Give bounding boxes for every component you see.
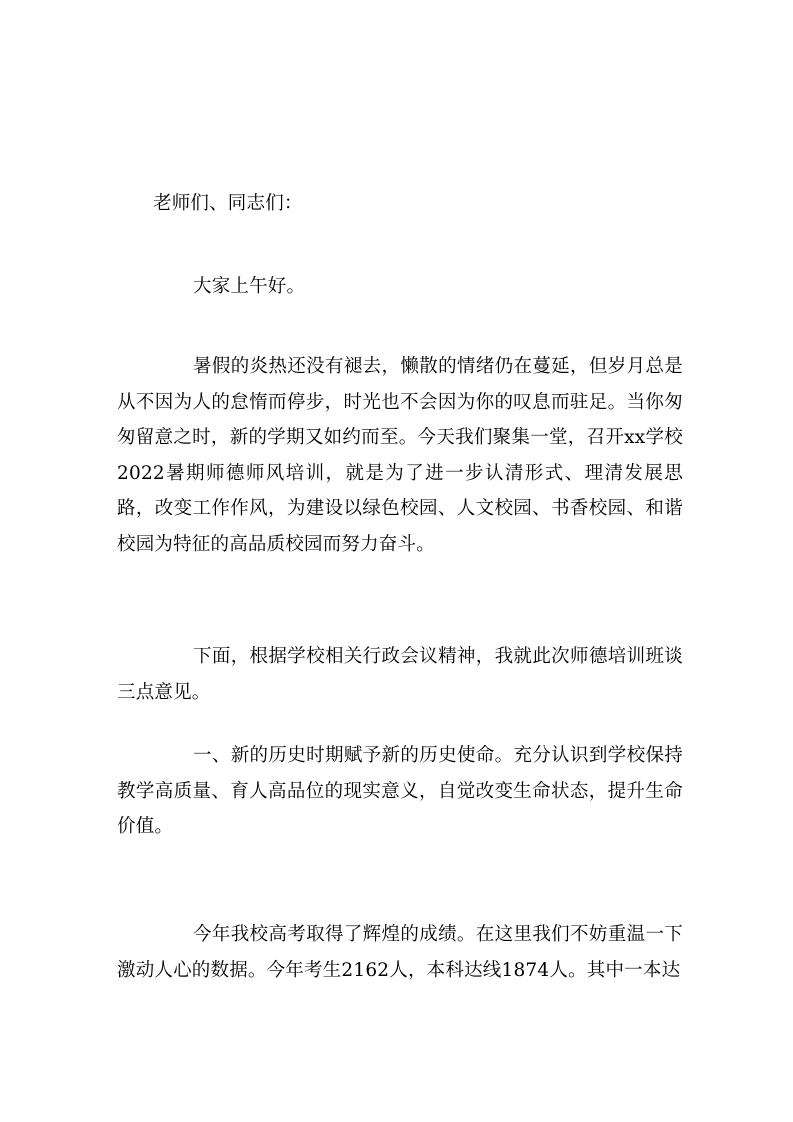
paragraph-outline: 下面，根据学校相关行政会议精神，我就此次师德培训班谈三点意见。 <box>117 646 683 703</box>
paragraph-results: 今年我校高考取得了辉煌的成绩。在这里我们不妨重温一下激动人心的数据。今年考生2162人，本科达线1874人。其中一本达 <box>117 924 683 981</box>
paragraph-intro: 暑假的炎热还没有褪去，懒散的情绪仍在蔓延，但岁月总是从不因为人的怠惰而停步，时光也不会因为你的叹息而驻足。当你匆匆留意之时，新的学期又如约而至。今天我们聚集一堂，召开xx学校2022暑期师德师风培训，就是为了进一步认清形式、理清发展思路，改变工作作风，为建设以绿色校园、人文校园、书香校园、和谐校园为特征的高品质校园而努力奋斗。 <box>117 356 683 555</box>
greeting: 老师们、同志们： <box>153 193 303 214</box>
paragraph-point-one: 一、新的历史时期赋予新的历史使命。充分认识到学校保持教学高质量、育人高品位的现实意义，自觉改变生命状态，提升生命价值。 <box>117 745 683 837</box>
paragraph-opening: 大家上午好。 <box>193 276 306 297</box>
